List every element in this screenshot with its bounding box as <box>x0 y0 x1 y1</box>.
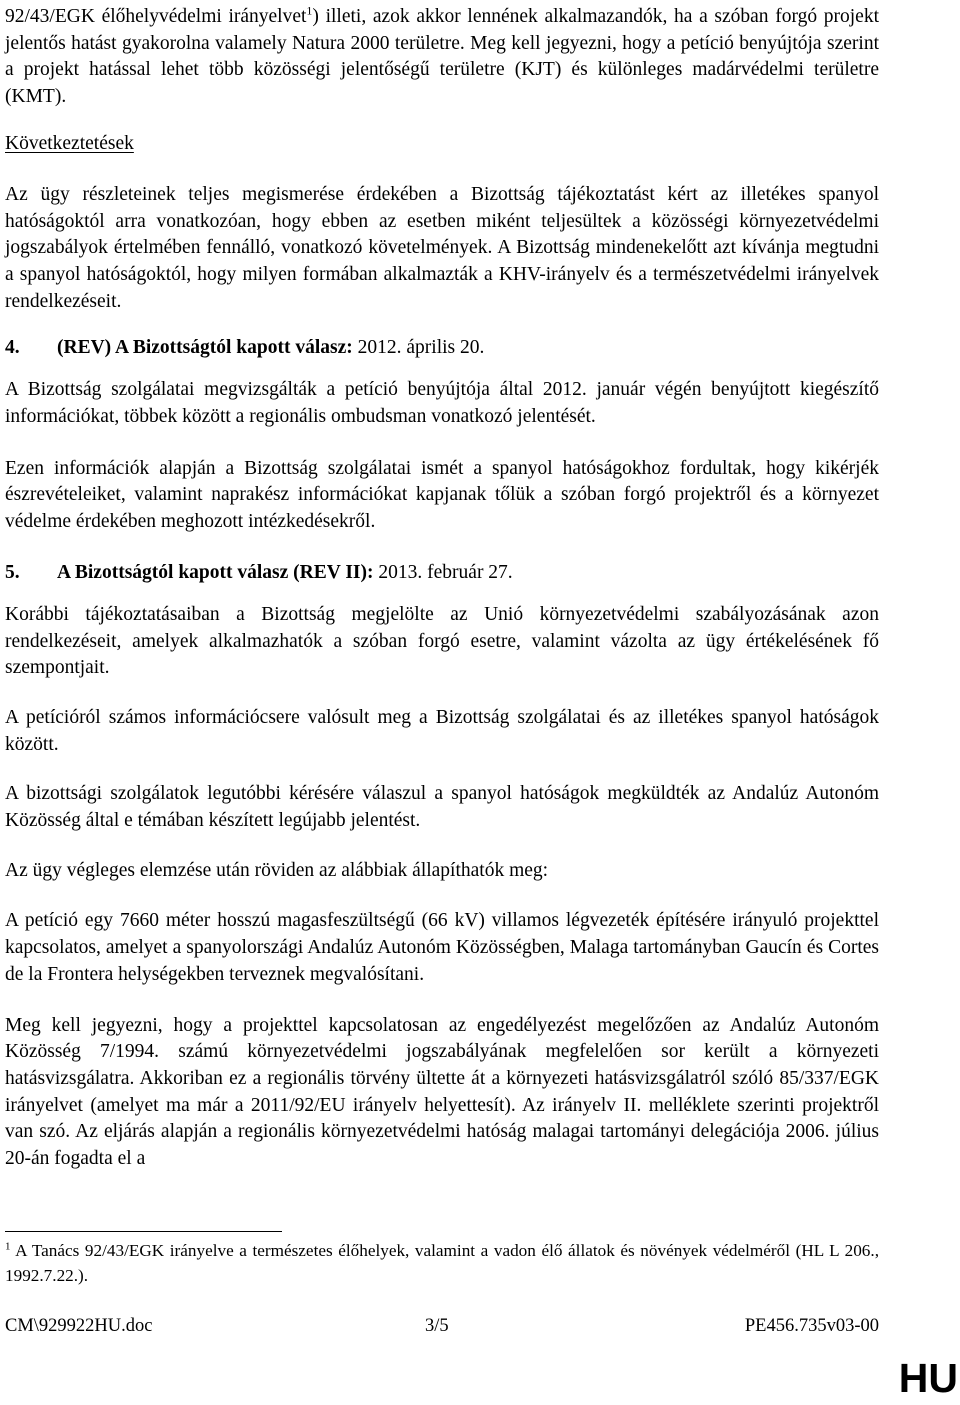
footnote-marker: 1 <box>5 1240 11 1253</box>
paragraph-intro-post: ) illeti, azok akkor lennének alkalmazandók, ha a szóban forgó projekt jelentős hatást gyakorolna valamely Natura 2000 területre. Meg kell jegyezni, hogy a petíció benyújtója szerint a projekt hatással lehet több közösségi jelentőségű területre (KJT) és különleges madárvédelmi területre (KMT). <box>5 6 879 108</box>
paragraph-s5-3: A bizottsági szolgálatok legutóbbi kérésére válaszul a spanyol hatóságok megküldték az Andalúz Autonóm Közösség által e témában készített legújabb jelentést. <box>5 783 879 832</box>
paragraph-s5-5: A petíció egy 7660 méter hosszú magasfeszültségű (66 kV) villamos légvezeték építésére irányuló projekttel kapcsolatos, amelyet a spanyolországi Andalúz Autonóm Közösségben, Malaga tartományban Gaucín és Cortes de la Frontera helységekben terveznek megvalósítani. <box>5 910 879 985</box>
footnote-text: A Tanács 92/43/EGK irányelve a természetes élőhelyek, valamint a vadon élő állatok és növények védelméről (HL L 206., 1992.7.22.). <box>5 1241 879 1285</box>
footer-pe-ref: PE456.735v03-00 <box>744 1316 879 1336</box>
section-4-heading <box>5 335 879 361</box>
footer-doc-ref: CM\929922HU.doc <box>5 1316 153 1336</box>
section-5-title: A Bizottságtól kapott válasz (REV II): <box>57 561 374 583</box>
page-footer <box>5 1314 879 1338</box>
section-4-date: 2012. április 20. <box>352 337 485 359</box>
section-5-number: 5. <box>5 561 20 583</box>
section-5-heading <box>5 560 879 586</box>
footer-page-number: 3/5 <box>425 1316 449 1336</box>
paragraph-conclusions: Az ügy részleteinek teljes megismerése érdekében a Bizottság tájékoztatást kért az illetékes spanyol hatóságoktól arra vonatkozóan, hogy ebben az esetben miként teljesültek a közösségi környezetvédelmi jogszabályok értelmében fennálló, vonatkozó követelmények. A Bizottság mindenekelőtt azt kívánja megtudni a spanyol hatóságoktól, hogy milyen formában alkalmazták a KHV-irányelv és a természetvédelmi irányelvek rendelkezéseit. <box>5 183 879 312</box>
paragraph-s5-4: Az ügy végleges elemzése után röviden az alábbiak állapíthatók meg: <box>5 859 549 881</box>
document-body <box>5 0 879 1173</box>
paragraph-s5-1: Korábbi tájékoztatásaiban a Bizottság megjelölte az Unió környezetvédelmi szabályozásának azon rendelkezéseit, amelyek alkalmazhatók a szóban forgó esetre, valamint vázolta az ügy értékelésének fő szempontjait. <box>5 603 879 679</box>
footnote-separator <box>5 1231 282 1232</box>
conclusions-heading: Következtetések <box>5 132 134 154</box>
section-5-date: 2013. február 27. <box>373 561 513 583</box>
paragraph-s5-2: A petícióról számos információcsere valósult meg a Bizottság szolgálatai és az illetékes spanyol hatóságok között. <box>5 706 879 755</box>
section-4-number: 4. <box>5 337 20 359</box>
paragraph-s5-6: Meg kell jegyezni, hogy a projekttel kapcsolatosan az engedélyezést megelőzően az Andalúz Autonóm Közösség 7/1994. számú környezetvédelmi jogszabályának megfelelően sor került a környezeti hatásvizsgálatra. Akkoriban ez a regionális törvény ültette át a környezeti hatásvizsgálatról szóló 85/337/EGK irányelvet (amelyet ma már a 2011/92/EU irányelv helyettesít). Az irányelv II. melléklete szerinti projektről van szó. Az eljárás alapján a regionális környezetvédelmi hatóság malagai tartományi delegációja 2006. július 20-án fogadta el a <box>5 1014 879 1170</box>
paragraph-s4-1: A Bizottság szolgálatai megvizsgálták a petíció benyújtója által 2012. január végén benyújtott kiegészítő információkat, többek között a regionális ombudsman vonatkozó jelentését. <box>5 379 879 428</box>
paragraph-intro-pre: 92/43/EGK élőhelyvédelmi irányelvet <box>5 6 307 27</box>
section-4-title: (REV) A Bizottságtól kapott válasz: <box>57 337 353 359</box>
paragraph-intro <box>5 4 879 111</box>
footnote-reference[interactable]: 1 <box>306 3 313 18</box>
footnote <box>5 1238 879 1288</box>
language-code: HU <box>898 1355 958 1401</box>
paragraph-s4-2: Ezen információk alapján a Bizottság szolgálatai ismét a spanyol hatóságokhoz fordultak, hogy kikérjék észrevételeiket, valamint naprakész információkat kapjanak tőlük a szóban forgó projektről és a környezet védelme érdekében meghozott intézkedésekről. <box>5 457 879 533</box>
